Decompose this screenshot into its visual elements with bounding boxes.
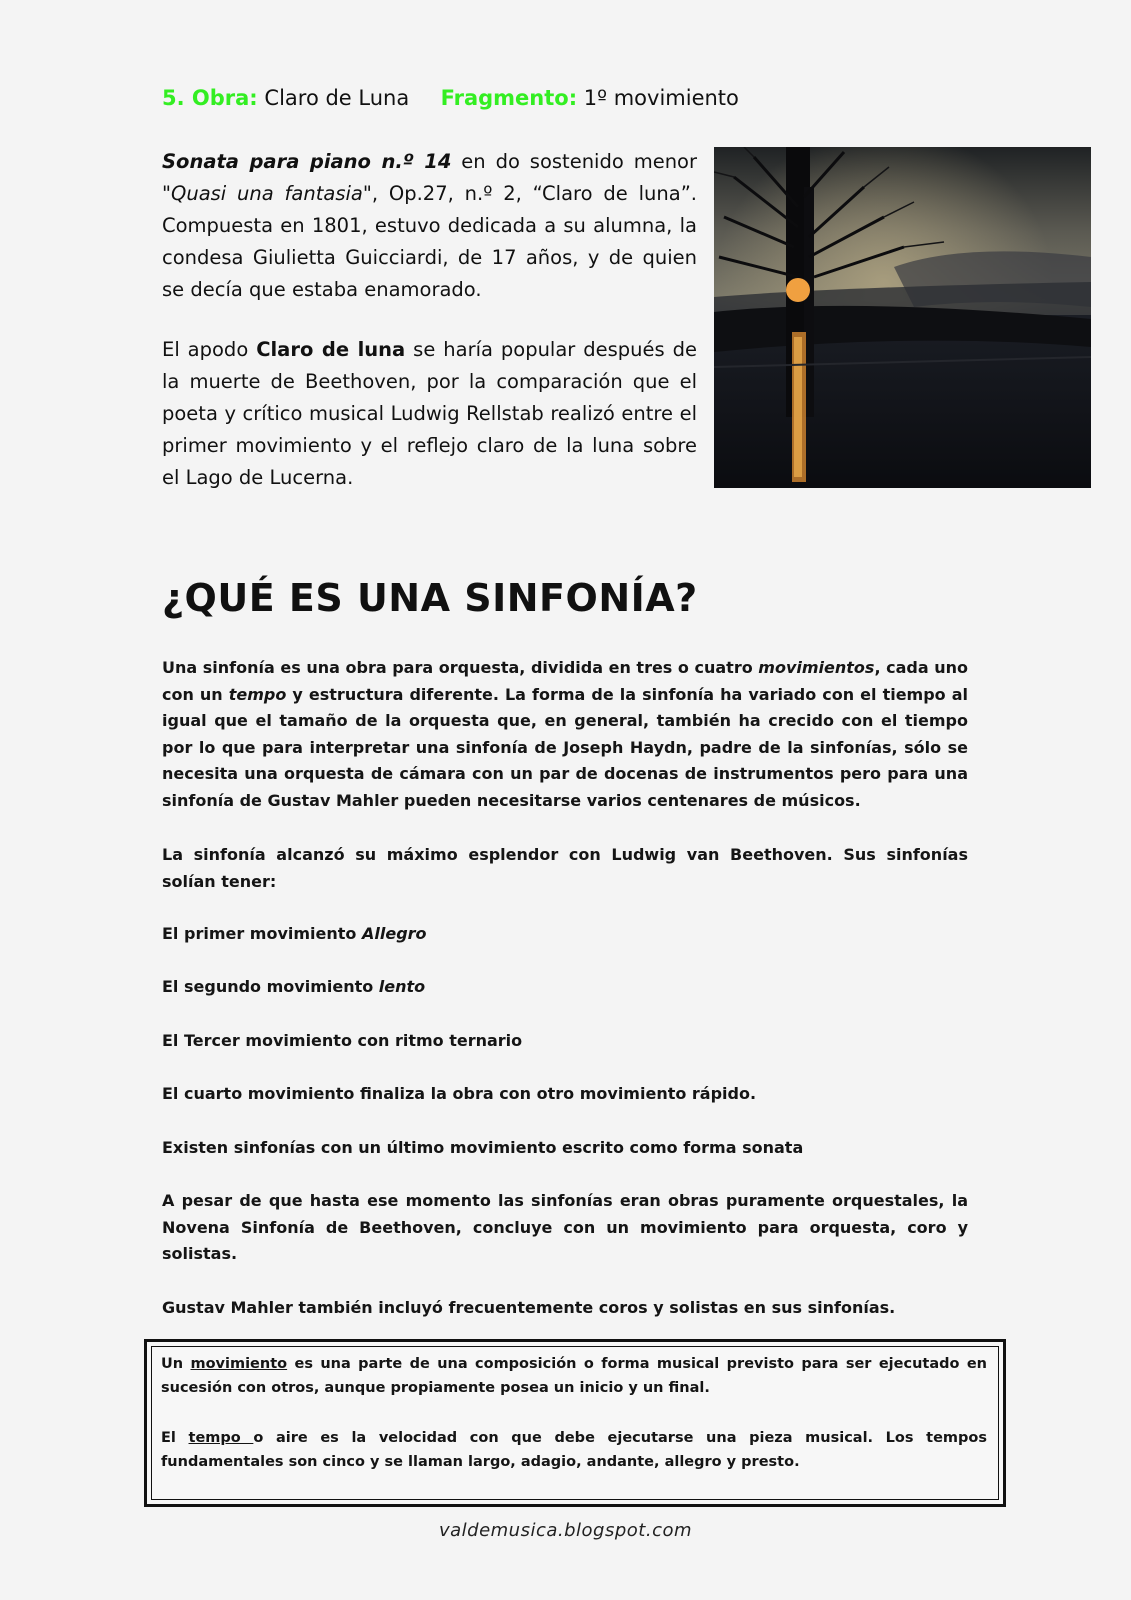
nickname: Claro de luna — [256, 338, 406, 361]
work-header — [162, 86, 739, 110]
body-emphasis: tempo — [228, 684, 287, 704]
movement-text: El primer movimiento — [162, 924, 362, 943]
fragment-value: 1º movimiento — [583, 86, 739, 110]
intro-text: El apodo — [162, 338, 257, 361]
definition-movimiento — [161, 1352, 987, 1400]
definition-text: El — [161, 1430, 189, 1446]
sonata-title: Sonata para piano n.º 14 — [162, 150, 452, 173]
body-text: y estructura diferente. La forma de la sinfonía ha variado con el tiempo al igual que el tamaño de la orquesta que, en general, también ha crecido con el tiempo por lo que para interpretar una sinfonía de Joseph Haydn, padre de la sinfonías, sólo se necesita una orquesta de cámara con un par de docenas de instrumentos pero para una sinfonía de Gustav Mahler pueden necesitarse varios centenares de músicos. — [162, 684, 968, 810]
body-paragraph-2: La sinfonía alcanzó su máximo esplendor con Ludwig van Beethoven. Sus sinfonías solían tener: — [162, 845, 968, 891]
body-paragraph-1 — [162, 655, 968, 814]
quasi-title: Quasi una fantasia — [170, 182, 363, 205]
page-heading: ¿QUÉ ES UNA SINFONÍA? — [162, 576, 698, 620]
intro-text: se haría popular después de la muerte de Beethoven, por la comparación que el poeta y crítico musical Ludwig Rellstab realizó entre el primer movimiento y el reflejo claro de la luna sobre el Lago de Lucerna. — [162, 338, 697, 489]
definition-term: movimiento — [190, 1356, 288, 1372]
definition-text: es una parte de una composición o forma musical previsto para ser ejecutado en sucesión con otros, aunque propiamente posea un inicio y un final. — [161, 1356, 987, 1396]
movement-tempo: lento — [378, 977, 426, 996]
body-text: , cada uno con un — [162, 658, 968, 704]
body-emphasis: movimientos — [758, 658, 875, 677]
definition-text: Un — [161, 1356, 191, 1372]
footer-url: valdemusica.blogspot.com — [438, 1520, 693, 1541]
definitions-box — [144, 1339, 1006, 1507]
movement-text: El segundo movimiento — [162, 977, 379, 996]
intro-paragraph-2 — [162, 334, 697, 494]
definition-tempo — [161, 1426, 987, 1474]
definition-text: o aire es la velocidad con que debe ejecutarse una pieza musical. Los tempos fundamentales son cinco y se llaman largo, adagio, andante, allegro y presto. — [161, 1430, 987, 1470]
definition-term: tempo — [188, 1430, 254, 1446]
movement-1 — [162, 924, 427, 943]
movement-4: El cuarto movimiento finaliza la obra con otro movimiento rápido. — [162, 1084, 757, 1103]
moonlight-lake-painting — [714, 147, 1091, 488]
movement-tempo: Allegro — [361, 924, 427, 943]
body-paragraph-3: A pesar de que hasta ese momento las sinfonías eran obras puramente orquestales, la Novena Sinfonía de Beethoven, concluye con un movimiento para orquesta, coro y solistas. — [162, 1191, 968, 1263]
body-text: Una sinfonía es una obra para orquesta, dividida en tres o cuatro — [162, 658, 759, 677]
work-title: Claro de Luna — [264, 86, 410, 110]
movement-3: El Tercer movimiento con ritmo ternario — [162, 1031, 523, 1050]
intro-text: ", Op.27, n.º 2, “Claro de luna”. Compuesta en 1801, estuvo dedicada a su alumna, la condesa Giulietta Guicciardi, de 17 años, y de quien se decía que estaba enamorado. — [162, 182, 697, 301]
fragment-label: Fragmento: — [440, 86, 578, 110]
movement-note: Existen sinfonías con un último movimiento escrito como forma sonata — [162, 1138, 804, 1157]
body-paragraph-4: Gustav Mahler también incluyó frecuentemente coros y solistas en sus sinfonías. — [162, 1298, 896, 1317]
work-label: 5. Obra: — [162, 86, 258, 110]
intro-paragraph-1 — [162, 146, 697, 306]
intro-text: en do sostenido menor " — [162, 150, 697, 205]
movement-2 — [162, 977, 425, 996]
